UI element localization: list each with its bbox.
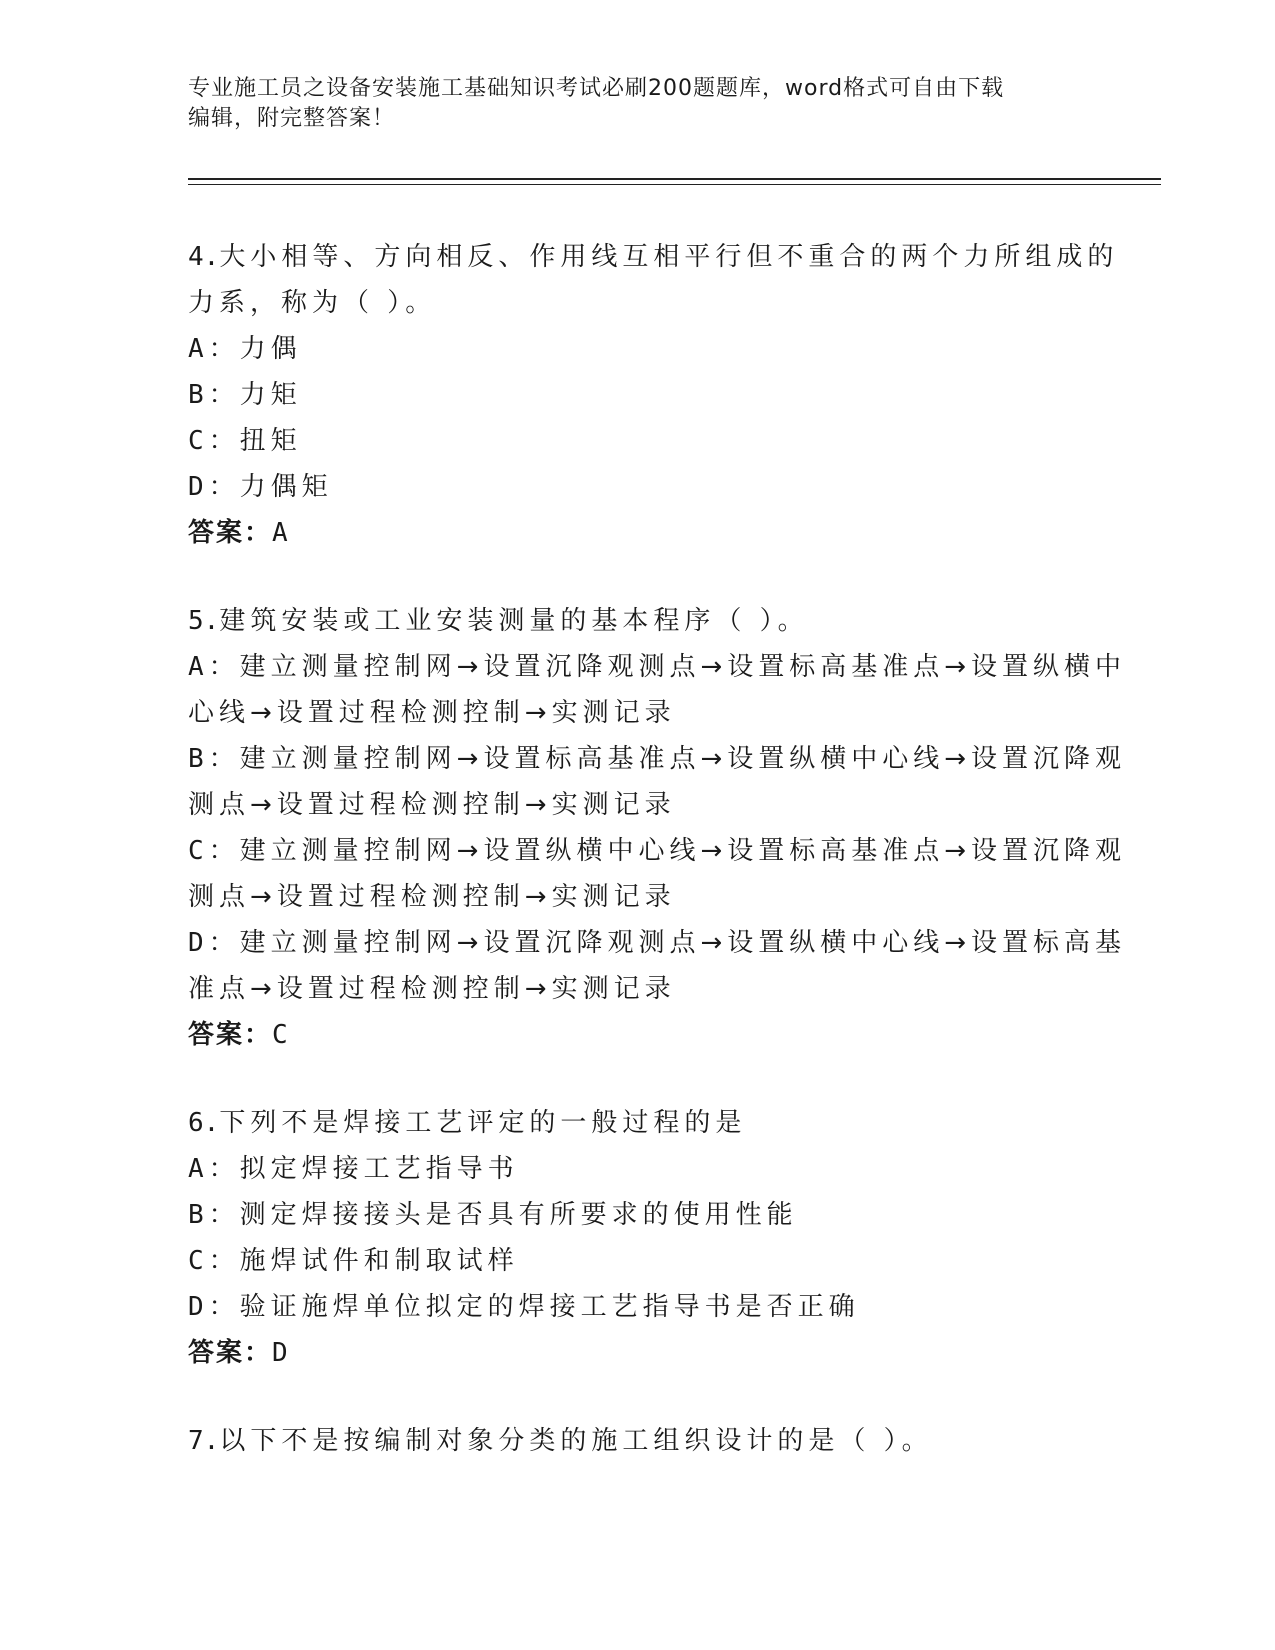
question-number: 5. bbox=[188, 606, 220, 636]
question-text: 以下不是按编制对象分类的施工组织设计的是（ ）。 bbox=[219, 1426, 933, 1456]
question-block bbox=[188, 1100, 1088, 1376]
option-letter: D： bbox=[188, 928, 240, 958]
answer-option bbox=[188, 920, 1127, 1012]
question-block bbox=[188, 234, 1119, 556]
answer-value: D bbox=[272, 1338, 290, 1368]
question-stem bbox=[188, 598, 1088, 644]
answer-key bbox=[188, 510, 1088, 556]
option-letter: A： bbox=[188, 334, 240, 364]
answer-option bbox=[188, 644, 1127, 736]
option-text: 建立测量控制网→设置纵横中心线→设置标高基准点→设置沉降观 bbox=[239, 836, 1127, 866]
answer-option bbox=[188, 1192, 1088, 1238]
answer-label: 答案： bbox=[188, 1338, 273, 1368]
question-number: 7. bbox=[188, 1426, 220, 1456]
option-text: 建立测量控制网→设置沉降观测点→设置标高基准点→设置纵横中 bbox=[239, 652, 1127, 682]
document-header bbox=[188, 74, 1088, 134]
option-letter: A： bbox=[188, 1154, 240, 1184]
header-title-line-1: 专业施工员之设备安装施工基础知识考试必刷200题题库，word格式可自由下载 bbox=[188, 76, 1005, 101]
option-text: 验证施焊单位拟定的焊接工艺指导书是否正确 bbox=[239, 1292, 860, 1322]
question-number: 6. bbox=[188, 1108, 220, 1138]
answer-option bbox=[188, 372, 1088, 418]
question-text: 建筑安装或工业安装测量的基本程序（ ）。 bbox=[219, 606, 809, 636]
question-list bbox=[188, 234, 1127, 1506]
option-text: 力偶 bbox=[239, 334, 302, 364]
answer-key bbox=[188, 1330, 1088, 1376]
option-text: 准点→设置过程检测控制→实测记录 bbox=[188, 974, 676, 1004]
question-text: 下列不是焊接工艺评定的一般过程的是 bbox=[219, 1108, 747, 1138]
answer-value: A bbox=[272, 518, 290, 548]
question-stem bbox=[188, 1100, 1088, 1146]
option-letter: B： bbox=[188, 1200, 240, 1230]
answer-key bbox=[188, 1012, 1088, 1058]
answer-label: 答案： bbox=[188, 518, 273, 548]
answer-option bbox=[188, 1146, 1088, 1192]
option-text: 力偶矩 bbox=[239, 472, 333, 502]
answer-option bbox=[188, 326, 1088, 372]
header-divider-thin bbox=[188, 184, 1161, 185]
option-text: 建立测量控制网→设置标高基准点→设置纵横中心线→设置沉降观 bbox=[239, 744, 1127, 774]
option-text: 力矩 bbox=[239, 380, 302, 410]
header-divider-thick bbox=[188, 178, 1161, 180]
header-title-line-2: 编辑，附完整答案！ bbox=[188, 106, 396, 131]
answer-label: 答案： bbox=[188, 1020, 273, 1050]
answer-option bbox=[188, 1284, 1088, 1330]
option-letter: D： bbox=[188, 472, 240, 502]
answer-value: C bbox=[272, 1020, 290, 1050]
option-letter: A： bbox=[188, 652, 240, 682]
option-text: 建立测量控制网→设置沉降观测点→设置纵横中心线→设置标高基 bbox=[239, 928, 1127, 958]
answer-option bbox=[188, 828, 1127, 920]
option-text: 施焊试件和制取试样 bbox=[239, 1246, 519, 1276]
question-stem bbox=[188, 1418, 1088, 1464]
option-letter: B： bbox=[188, 380, 240, 410]
option-text: 测定焊接接头是否具有所要求的使用性能 bbox=[239, 1200, 798, 1230]
answer-option bbox=[188, 418, 1088, 464]
option-text: 拟定焊接工艺指导书 bbox=[239, 1154, 519, 1184]
question-number: 4. bbox=[188, 242, 220, 272]
option-letter: C： bbox=[188, 836, 240, 866]
option-text: 心线→设置过程检测控制→实测记录 bbox=[188, 698, 676, 728]
option-letter: B： bbox=[188, 744, 240, 774]
question-stem bbox=[188, 234, 1119, 326]
answer-option bbox=[188, 1238, 1088, 1284]
question-block bbox=[188, 598, 1127, 1058]
option-letter: D： bbox=[188, 1292, 240, 1322]
option-text: 扭矩 bbox=[239, 426, 302, 456]
question-text: 大小相等、方向相反、作用线互相平行但不重合的两个力所组成的 bbox=[219, 242, 1119, 272]
option-text: 测点→设置过程检测控制→实测记录 bbox=[188, 882, 676, 912]
option-text: 测点→设置过程检测控制→实测记录 bbox=[188, 790, 676, 820]
answer-option bbox=[188, 736, 1127, 828]
question-text: 力系，称为（ ）。 bbox=[188, 288, 437, 318]
option-letter: C： bbox=[188, 426, 240, 456]
option-letter: C： bbox=[188, 1246, 240, 1276]
answer-option bbox=[188, 464, 1088, 510]
question-block bbox=[188, 1418, 1088, 1464]
